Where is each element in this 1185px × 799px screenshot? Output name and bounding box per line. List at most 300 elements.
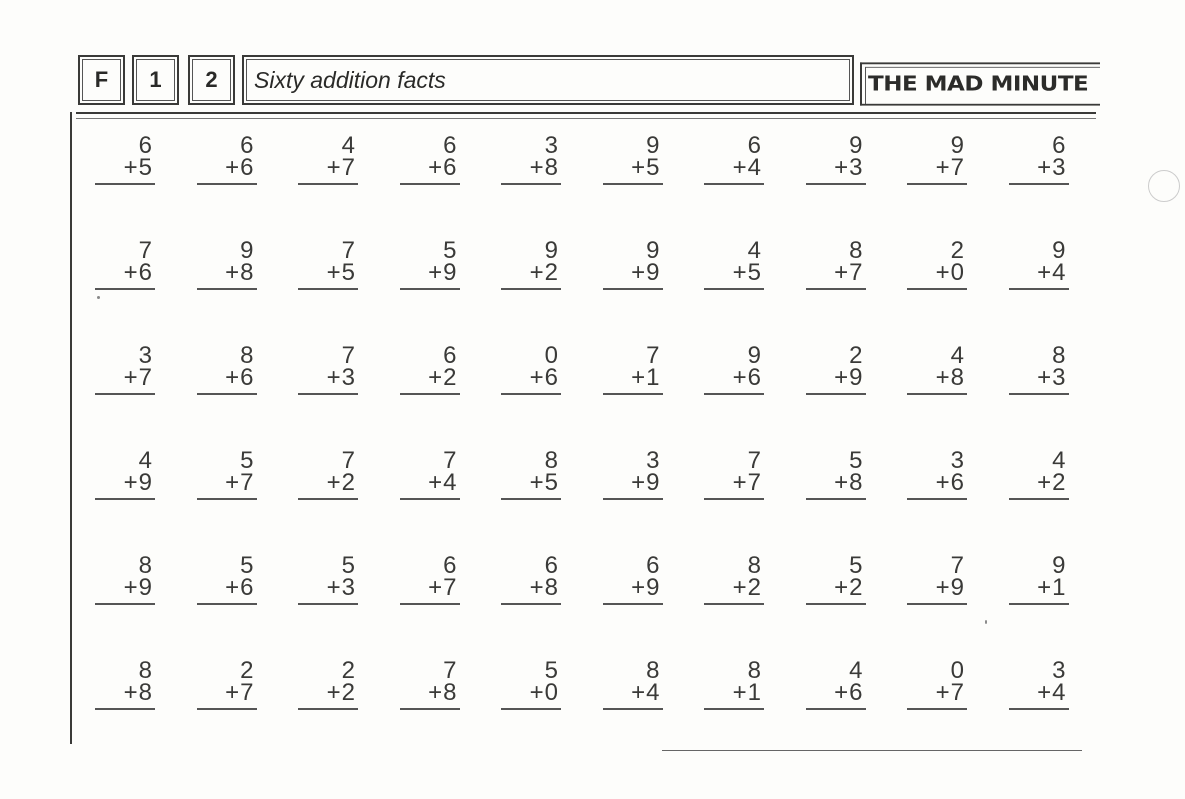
- plus-sign: +: [529, 259, 544, 286]
- addend-bottom-line: [603, 259, 663, 290]
- addition-problem: [806, 342, 866, 450]
- plus-sign: +: [1037, 364, 1052, 391]
- addend-bottom-line: [95, 469, 155, 500]
- addition-problem: [1009, 237, 1069, 345]
- addend-bottom-line: [501, 154, 561, 185]
- addend-bottom: 7: [240, 679, 254, 706]
- plus-sign: +: [123, 154, 138, 181]
- addend-bottom: 5: [138, 154, 152, 181]
- addend-top: 5: [240, 447, 254, 474]
- addition-problem: [197, 447, 257, 555]
- plus-sign: +: [631, 679, 646, 706]
- plus-sign: +: [225, 364, 240, 391]
- addend-bottom-line: [907, 259, 967, 290]
- addend-bottom: 7: [341, 154, 355, 181]
- plus-sign: +: [1037, 154, 1052, 181]
- addend-bottom-line: [1009, 679, 1069, 710]
- addition-problem: [1009, 342, 1069, 450]
- addend-top: 6: [443, 132, 457, 159]
- plus-sign: +: [529, 679, 544, 706]
- addend-bottom-line: [197, 469, 257, 500]
- code-number-box-1: [132, 55, 179, 105]
- plus-sign: +: [834, 364, 849, 391]
- addend-top: 0: [950, 657, 964, 684]
- addend-bottom: 8: [443, 679, 457, 706]
- addition-problem: [806, 552, 866, 660]
- plus-sign: +: [428, 469, 443, 496]
- addend-bottom: 2: [443, 364, 457, 391]
- plus-sign: +: [631, 154, 646, 181]
- addend-top: 7: [443, 657, 457, 684]
- addition-problem: [603, 237, 663, 345]
- addend-bottom: 3: [341, 574, 355, 601]
- plus-sign: +: [225, 679, 240, 706]
- addend-bottom-line: [501, 364, 561, 395]
- addition-problem: [704, 657, 764, 765]
- addition-problem: [400, 132, 460, 240]
- plus-sign: +: [732, 364, 747, 391]
- addition-problem: [806, 447, 866, 555]
- addend-top: 4: [950, 342, 964, 369]
- addend-bottom: 1: [1052, 574, 1066, 601]
- addend-bottom: 6: [240, 154, 254, 181]
- addend-top: 5: [849, 552, 863, 579]
- addition-problem: [95, 237, 155, 345]
- header-divider: [76, 112, 1096, 114]
- addend-top: 4: [1052, 447, 1066, 474]
- addend-bottom-line: [400, 469, 460, 500]
- addend-top: 7: [341, 342, 355, 369]
- addition-problem: [298, 132, 358, 240]
- addend-top: 0: [544, 342, 558, 369]
- plus-sign: +: [225, 259, 240, 286]
- addend-bottom-line: [704, 469, 764, 500]
- addend-top: 4: [341, 132, 355, 159]
- addition-problem: [603, 552, 663, 660]
- plus-sign: +: [631, 469, 646, 496]
- addend-top: 8: [138, 657, 152, 684]
- scan-circle-mark: [1148, 170, 1180, 202]
- addend-bottom: 3: [849, 154, 863, 181]
- addend-top: 9: [544, 237, 558, 264]
- addend-bottom-line: [400, 259, 460, 290]
- addition-problem: [704, 342, 764, 450]
- plus-sign: +: [732, 574, 747, 601]
- addend-bottom-line: [704, 574, 764, 605]
- addition-problem: [95, 132, 155, 240]
- addend-bottom-line: [704, 154, 764, 185]
- title-box: [242, 55, 854, 105]
- addend-bottom-line: [95, 154, 155, 185]
- addend-bottom-line: [501, 679, 561, 710]
- plus-sign: +: [326, 469, 341, 496]
- addend-bottom: 7: [138, 364, 152, 391]
- addend-bottom-line: [603, 679, 663, 710]
- addend-top: 8: [747, 552, 761, 579]
- addition-problem: [704, 237, 764, 345]
- addend-top: 5: [443, 237, 457, 264]
- addend-bottom: 8: [544, 574, 558, 601]
- plus-sign: +: [225, 154, 240, 181]
- addend-bottom: 6: [138, 259, 152, 286]
- addend-bottom: 4: [1052, 679, 1066, 706]
- addend-bottom: 9: [950, 574, 964, 601]
- addend-bottom: 5: [544, 469, 558, 496]
- addend-bottom: 7: [443, 574, 457, 601]
- plus-sign: +: [834, 574, 849, 601]
- addend-bottom-line: [197, 679, 257, 710]
- plus-sign: +: [631, 259, 646, 286]
- addend-bottom-line: [907, 679, 967, 710]
- plus-sign: +: [225, 574, 240, 601]
- addend-top: 7: [341, 237, 355, 264]
- addend-top: 7: [341, 447, 355, 474]
- addend-bottom-line: [400, 574, 460, 605]
- addend-bottom: 7: [747, 469, 761, 496]
- addend-bottom: 4: [747, 154, 761, 181]
- plus-sign: +: [123, 574, 138, 601]
- plus-sign: +: [428, 574, 443, 601]
- addend-top: 8: [138, 552, 152, 579]
- addend-bottom-line: [806, 574, 866, 605]
- plus-sign: +: [834, 679, 849, 706]
- addend-bottom-line: [298, 679, 358, 710]
- addend-bottom: 2: [849, 574, 863, 601]
- addend-bottom-line: [197, 574, 257, 605]
- addition-problem: [95, 447, 155, 555]
- addend-top: 9: [950, 132, 964, 159]
- addition-problem: [603, 657, 663, 765]
- addend-bottom-line: [197, 154, 257, 185]
- plus-sign: +: [935, 679, 950, 706]
- code-number-1: 1: [149, 67, 162, 92]
- addend-bottom: 5: [646, 154, 660, 181]
- addend-top: 6: [443, 342, 457, 369]
- worksheet-title: Sixty addition facts: [254, 66, 446, 93]
- addend-bottom-line: [907, 469, 967, 500]
- addend-top: 5: [341, 552, 355, 579]
- addend-bottom-line: [1009, 574, 1069, 605]
- addend-bottom: 3: [1052, 154, 1066, 181]
- addend-bottom: 5: [747, 259, 761, 286]
- addend-bottom-line: [501, 259, 561, 290]
- addition-problem: [806, 132, 866, 240]
- addition-problem: [298, 552, 358, 660]
- addend-top: 4: [747, 237, 761, 264]
- addition-problem: [298, 447, 358, 555]
- addend-bottom: 9: [138, 574, 152, 601]
- plus-sign: +: [1037, 574, 1052, 601]
- addend-bottom-line: [197, 364, 257, 395]
- addend-top: 5: [849, 447, 863, 474]
- plus-sign: +: [529, 469, 544, 496]
- code-number-2: 2: [205, 67, 218, 92]
- plus-sign: +: [631, 364, 646, 391]
- addend-bottom-line: [806, 469, 866, 500]
- scan-speck: [985, 620, 987, 624]
- addend-top: 6: [138, 132, 152, 159]
- plus-sign: +: [935, 259, 950, 286]
- problem-grid: [95, 132, 1095, 765]
- addition-problem: [298, 237, 358, 345]
- addition-problem: [298, 657, 358, 765]
- addition-problem: [400, 447, 460, 555]
- addition-problem: [907, 447, 967, 555]
- addend-bottom: 7: [849, 259, 863, 286]
- addition-problem: [298, 342, 358, 450]
- plus-sign: +: [529, 364, 544, 391]
- addend-top: 2: [341, 657, 355, 684]
- plus-sign: +: [225, 469, 240, 496]
- plus-sign: +: [732, 259, 747, 286]
- addition-problem: [603, 132, 663, 240]
- addition-problem: [197, 552, 257, 660]
- addend-bottom-line: [400, 154, 460, 185]
- addend-top: 3: [646, 447, 660, 474]
- brand-logo: [860, 62, 1100, 105]
- addend-bottom: 7: [240, 469, 254, 496]
- addend-bottom: 6: [544, 364, 558, 391]
- addend-top: 3: [950, 447, 964, 474]
- plus-sign: +: [326, 154, 341, 181]
- addition-problem: [197, 132, 257, 240]
- addend-bottom: 8: [950, 364, 964, 391]
- addend-bottom: 9: [646, 259, 660, 286]
- addition-problem: [704, 132, 764, 240]
- addend-top: 8: [747, 657, 761, 684]
- addition-problem: [603, 342, 663, 450]
- plus-sign: +: [1037, 259, 1052, 286]
- addend-top: 2: [950, 237, 964, 264]
- code-number-box-2: [188, 55, 235, 105]
- addend-bottom-line: [298, 574, 358, 605]
- addition-problem: [95, 552, 155, 660]
- addend-bottom: 8: [849, 469, 863, 496]
- plus-sign: +: [935, 574, 950, 601]
- addend-top: 2: [849, 342, 863, 369]
- plus-sign: +: [732, 154, 747, 181]
- addend-bottom-line: [501, 574, 561, 605]
- addition-problem: [95, 342, 155, 450]
- addend-bottom: 3: [341, 364, 355, 391]
- addition-problem: [501, 342, 561, 450]
- addend-top: 7: [747, 447, 761, 474]
- addend-bottom-line: [298, 259, 358, 290]
- plus-sign: +: [935, 469, 950, 496]
- plus-sign: +: [428, 364, 443, 391]
- plus-sign: +: [326, 679, 341, 706]
- plus-sign: +: [834, 469, 849, 496]
- addend-bottom: 5: [341, 259, 355, 286]
- addition-problem: [501, 447, 561, 555]
- addition-problem: [704, 552, 764, 660]
- addend-top: 3: [138, 342, 152, 369]
- addend-top: 6: [646, 552, 660, 579]
- addend-bottom-line: [95, 679, 155, 710]
- addend-bottom-line: [1009, 154, 1069, 185]
- addend-bottom: 4: [1052, 259, 1066, 286]
- addition-problem: [806, 657, 866, 765]
- plus-sign: +: [123, 679, 138, 706]
- addition-problem: [806, 237, 866, 345]
- addend-top: 2: [240, 657, 254, 684]
- plus-sign: +: [123, 364, 138, 391]
- addend-bottom-line: [806, 364, 866, 395]
- addend-bottom: 3: [1052, 364, 1066, 391]
- addend-bottom-line: [704, 259, 764, 290]
- plus-sign: +: [935, 154, 950, 181]
- addend-bottom: 4: [443, 469, 457, 496]
- addend-top: 6: [544, 552, 558, 579]
- addend-bottom-line: [806, 154, 866, 185]
- addend-bottom-line: [197, 259, 257, 290]
- addend-bottom: 2: [544, 259, 558, 286]
- addition-problem: [197, 237, 257, 345]
- addition-problem: [400, 552, 460, 660]
- addend-bottom: 6: [240, 364, 254, 391]
- addend-bottom: 9: [849, 364, 863, 391]
- addend-bottom-line: [95, 364, 155, 395]
- addend-bottom: 6: [443, 154, 457, 181]
- addend-bottom: 1: [747, 679, 761, 706]
- addend-top: 8: [240, 342, 254, 369]
- addend-bottom: 7: [950, 679, 964, 706]
- addend-top: 6: [240, 132, 254, 159]
- addition-problem: [603, 447, 663, 555]
- plus-sign: +: [428, 259, 443, 286]
- addend-top: 7: [950, 552, 964, 579]
- addition-problem: [197, 342, 257, 450]
- addend-bottom-line: [298, 154, 358, 185]
- addend-bottom: 9: [138, 469, 152, 496]
- plus-sign: +: [529, 154, 544, 181]
- addition-problem: [501, 237, 561, 345]
- addend-bottom-line: [1009, 469, 1069, 500]
- addend-bottom: 8: [544, 154, 558, 181]
- addend-top: 6: [1052, 132, 1066, 159]
- addend-bottom: 9: [443, 259, 457, 286]
- addend-bottom: 2: [341, 469, 355, 496]
- addend-bottom: 8: [138, 679, 152, 706]
- addition-problem: [907, 657, 967, 765]
- addend-bottom: 7: [950, 154, 964, 181]
- plus-sign: +: [1037, 469, 1052, 496]
- addition-problem: [1009, 657, 1069, 765]
- addend-bottom: 0: [544, 679, 558, 706]
- addition-problem: [400, 342, 460, 450]
- addend-bottom-line: [907, 364, 967, 395]
- addition-problem: [1009, 447, 1069, 555]
- addend-bottom: 9: [646, 469, 660, 496]
- plus-sign: +: [834, 259, 849, 286]
- plus-sign: +: [1037, 679, 1052, 706]
- addend-top: 8: [544, 447, 558, 474]
- addend-bottom: 6: [849, 679, 863, 706]
- addend-bottom-line: [806, 259, 866, 290]
- plus-sign: +: [732, 679, 747, 706]
- addition-problem: [400, 657, 460, 765]
- addition-problem: [704, 447, 764, 555]
- addend-bottom: 2: [341, 679, 355, 706]
- addend-bottom-line: [1009, 259, 1069, 290]
- addend-top: 3: [1052, 657, 1066, 684]
- addition-problem: [1009, 132, 1069, 240]
- addend-bottom-line: [298, 364, 358, 395]
- addend-top: 7: [138, 237, 152, 264]
- addend-top: 9: [646, 132, 660, 159]
- addend-bottom: 6: [240, 574, 254, 601]
- addend-bottom-line: [603, 469, 663, 500]
- addend-bottom-line: [603, 574, 663, 605]
- code-letter: F: [94, 67, 109, 92]
- addend-bottom-line: [603, 154, 663, 185]
- addend-bottom-line: [95, 574, 155, 605]
- left-border: [70, 112, 72, 744]
- plus-sign: +: [326, 259, 341, 286]
- addend-top: 9: [849, 132, 863, 159]
- addend-bottom: 1: [646, 364, 660, 391]
- addend-top: 9: [1052, 237, 1066, 264]
- addend-bottom-line: [298, 469, 358, 500]
- addend-top: 7: [646, 342, 660, 369]
- addend-top: 9: [1052, 552, 1066, 579]
- plus-sign: +: [631, 574, 646, 601]
- addend-top: 6: [747, 132, 761, 159]
- plus-sign: +: [123, 469, 138, 496]
- addition-problem: [907, 342, 967, 450]
- addend-bottom: 9: [646, 574, 660, 601]
- addend-top: 8: [646, 657, 660, 684]
- addition-problem: [907, 132, 967, 240]
- addend-top: 5: [544, 657, 558, 684]
- addition-problem: [501, 132, 561, 240]
- addition-problem: [501, 552, 561, 660]
- plus-sign: +: [326, 574, 341, 601]
- addend-bottom-line: [400, 364, 460, 395]
- plus-sign: +: [935, 364, 950, 391]
- addend-top: 7: [443, 447, 457, 474]
- scan-speck: [97, 296, 100, 299]
- addend-bottom: 8: [240, 259, 254, 286]
- addend-bottom: 0: [950, 259, 964, 286]
- plus-sign: +: [834, 154, 849, 181]
- addend-bottom-line: [704, 364, 764, 395]
- addition-problem: [197, 657, 257, 765]
- addend-bottom-line: [95, 259, 155, 290]
- addend-top: 9: [646, 237, 660, 264]
- addend-bottom: 6: [747, 364, 761, 391]
- plus-sign: +: [428, 154, 443, 181]
- addend-top: 3: [544, 132, 558, 159]
- addend-bottom-line: [603, 364, 663, 395]
- addend-bottom: 2: [1052, 469, 1066, 496]
- addend-bottom: 4: [646, 679, 660, 706]
- header-divider-inner: [76, 118, 1096, 119]
- addend-top: 4: [849, 657, 863, 684]
- addend-top: 8: [849, 237, 863, 264]
- addition-problem: [501, 657, 561, 765]
- addend-top: 9: [747, 342, 761, 369]
- plus-sign: +: [123, 259, 138, 286]
- addend-top: 4: [138, 447, 152, 474]
- addend-bottom: 6: [950, 469, 964, 496]
- code-letter-box: [78, 55, 125, 105]
- addend-bottom-line: [1009, 364, 1069, 395]
- addend-top: 5: [240, 552, 254, 579]
- addend-bottom-line: [704, 679, 764, 710]
- addend-top: 8: [1052, 342, 1066, 369]
- addition-problem: [95, 657, 155, 765]
